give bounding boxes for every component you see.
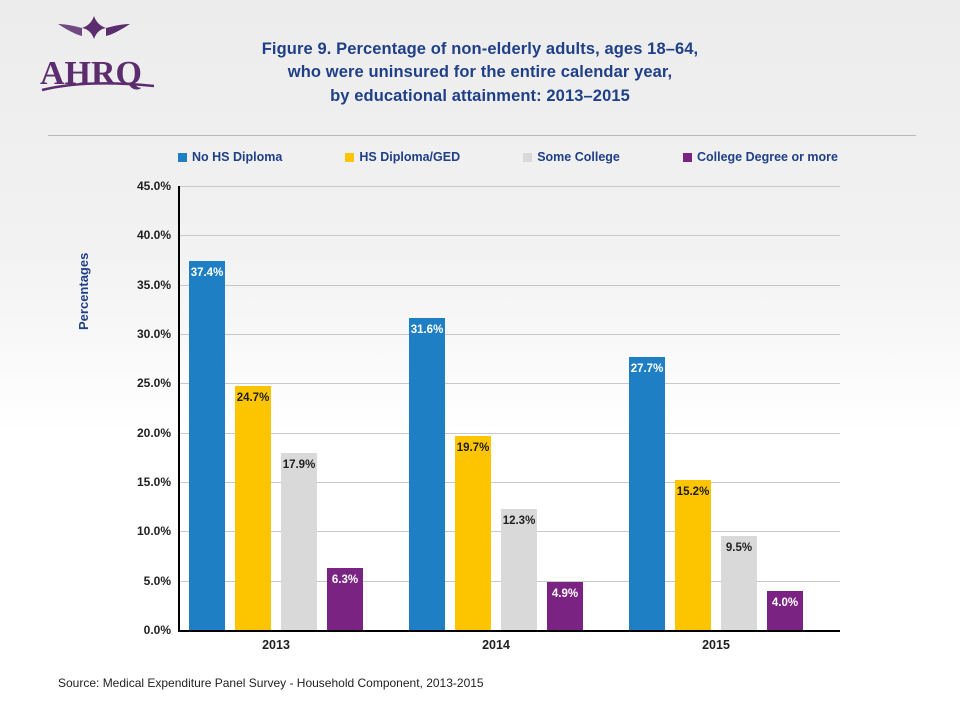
source-note: Source: Medical Expenditure Panel Survey - Household Component, 2013-2015 xyxy=(58,676,484,690)
x-axis-tick-label: 2013 xyxy=(262,638,290,652)
bar-value-label: 19.7% xyxy=(456,441,490,454)
y-axis-tick-label: 40.0% xyxy=(136,228,171,243)
page-title xyxy=(180,38,780,108)
bar-value-label: 37.4% xyxy=(190,267,224,279)
bar-group xyxy=(189,186,363,630)
x-axis-tick-label: 2014 xyxy=(482,638,510,652)
legend-item xyxy=(523,150,620,164)
legend-label: HS Diploma/GED xyxy=(359,150,461,164)
bar-group xyxy=(629,186,803,630)
chart-legend xyxy=(178,150,838,164)
legend-swatch-icon xyxy=(523,153,532,162)
title-divider xyxy=(48,135,916,136)
y-axis-tick-label: 10.0% xyxy=(136,524,171,539)
bar[interactable] xyxy=(409,318,445,630)
svg-text:AHRQ: AHRQ xyxy=(40,55,142,92)
legend-swatch-icon xyxy=(345,153,354,162)
bar-value-label: 24.7% xyxy=(236,392,270,405)
y-axis-tick-label: 20.0% xyxy=(136,425,171,440)
bar-value-label: 12.3% xyxy=(502,514,536,527)
legend-label: College Degree or more xyxy=(696,150,838,164)
bar-value-label: 9.5% xyxy=(725,542,753,555)
bar-value-label: 15.2% xyxy=(676,486,710,499)
legend-item xyxy=(683,150,838,164)
bar[interactable] xyxy=(675,480,711,630)
bar-value-label: 27.7% xyxy=(630,362,664,375)
plot-area xyxy=(136,179,840,652)
legend-swatch-icon xyxy=(683,153,692,162)
bar[interactable] xyxy=(721,536,757,630)
y-axis-label: Percentages xyxy=(76,252,91,330)
bar-value-label: 17.9% xyxy=(282,459,316,472)
bar-group xyxy=(409,186,583,630)
bar-value-label: 4.9% xyxy=(551,587,579,600)
bar[interactable] xyxy=(501,509,537,630)
bar[interactable] xyxy=(547,582,583,630)
bar[interactable] xyxy=(281,453,317,630)
bar[interactable] xyxy=(455,436,491,630)
title-line-3: by educational attainment: 2013–2015 xyxy=(330,86,630,105)
y-axis-tick-label: 45.0% xyxy=(136,179,171,193)
bar[interactable] xyxy=(235,386,271,630)
bar[interactable] xyxy=(189,261,225,630)
legend-item xyxy=(178,150,282,164)
bar-value-label: 31.6% xyxy=(410,324,444,337)
ahrq-logo xyxy=(34,12,164,102)
title-line-2: who were uninsured for the entire calendar year, xyxy=(287,63,673,82)
legend-label: Some College xyxy=(537,150,620,164)
y-axis-tick-label: 25.0% xyxy=(136,376,171,391)
y-axis-tick-label: 15.0% xyxy=(136,475,171,489)
bar[interactable] xyxy=(629,357,665,630)
bar[interactable] xyxy=(767,591,803,630)
y-axis-tick-label: 5.0% xyxy=(143,573,171,588)
bar-value-label: 4.0% xyxy=(771,596,799,609)
title-line-1: Figure 9. Percentage of non-elderly adults, ages 18–64, xyxy=(261,40,699,58)
bar-value-label: 6.3% xyxy=(331,573,359,586)
bar[interactable] xyxy=(327,568,363,630)
legend-swatch-icon xyxy=(178,153,187,162)
y-axis-tick-label: 30.0% xyxy=(136,327,171,341)
y-axis-tick-label: 35.0% xyxy=(136,277,171,292)
legend-label: No HS Diploma xyxy=(192,150,283,164)
y-axis-tick-label: 0.0% xyxy=(143,623,171,637)
legend-item xyxy=(345,150,460,164)
x-axis-tick-label: 2015 xyxy=(702,638,730,652)
